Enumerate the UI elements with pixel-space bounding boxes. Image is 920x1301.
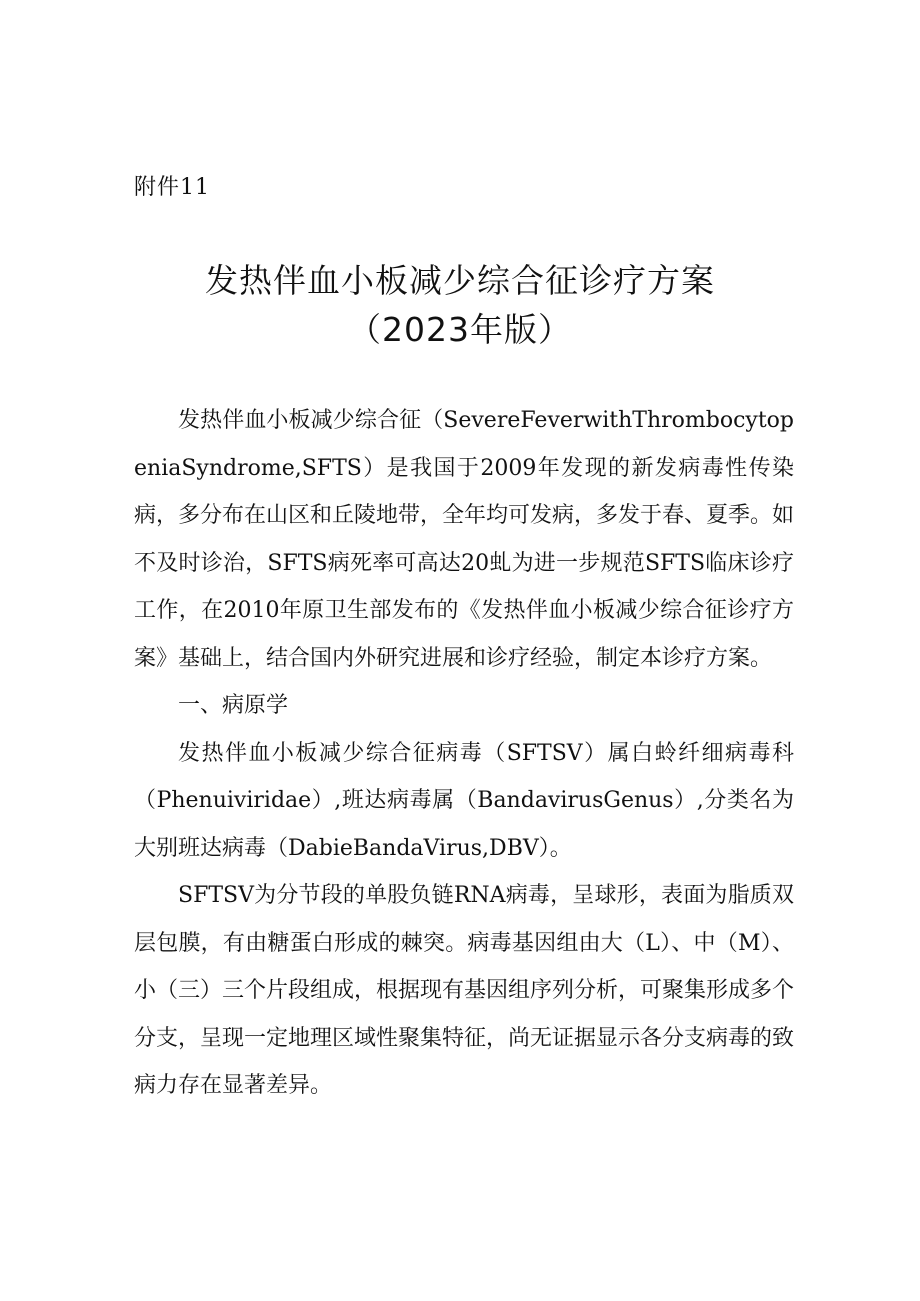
pathogen-paragraph-1: 发热伴血小板减少综合征病毒（SFTSV）属白蛉纤细病毒科（Phenuiviridae）,班达病毒属（BandavirusGenus）,分类名为大别班达病毒（DabieBandaVirus,DBV）。 — [134, 740, 794, 861]
pathogen-paragraph-2: SFTSV为分节段的单股负链RNA病毒，呈球形，表面为脂质双层包膜，有由糖蛋白形成的棘突。病毒基因组由大（L）、中（M）、小（三）三个片段组成，根据现有基因组序列分析，可聚集形成多个分支，呈现一定地理区域性聚集特征，尚无证据显示各分支病毒的致病力存在显著差异。 — [134, 883, 795, 1098]
document-title: 发热伴血小板减少综合征诊疗方案 — [205, 261, 715, 300]
section-heading-pathogen: 一、病原学 — [178, 693, 289, 718]
document-subtitle: （2023年版） — [348, 310, 572, 349]
document-body — [134, 397, 794, 1110]
attachment-label: 附件11 — [134, 175, 210, 200]
intro-paragraph: 发热伴血小板减少综合征（SevereFeverwithThrombocytopeniaSyndrome,SFTS）是我国于2009年发现的新发病毒性传染病，多分布在山区和丘陵地带，全年均可发病，多发于春、夏季。如不及时诊治，SFTS病死率可高达20虬为进一步规范SFTS临床诊疗工作，在2010年原卫生部发布的《发热伴血小板减少综合征诊疗方案》基础上，结合国内外研究进展和诊疗经验，制定本诊疗方案。 — [134, 408, 795, 671]
